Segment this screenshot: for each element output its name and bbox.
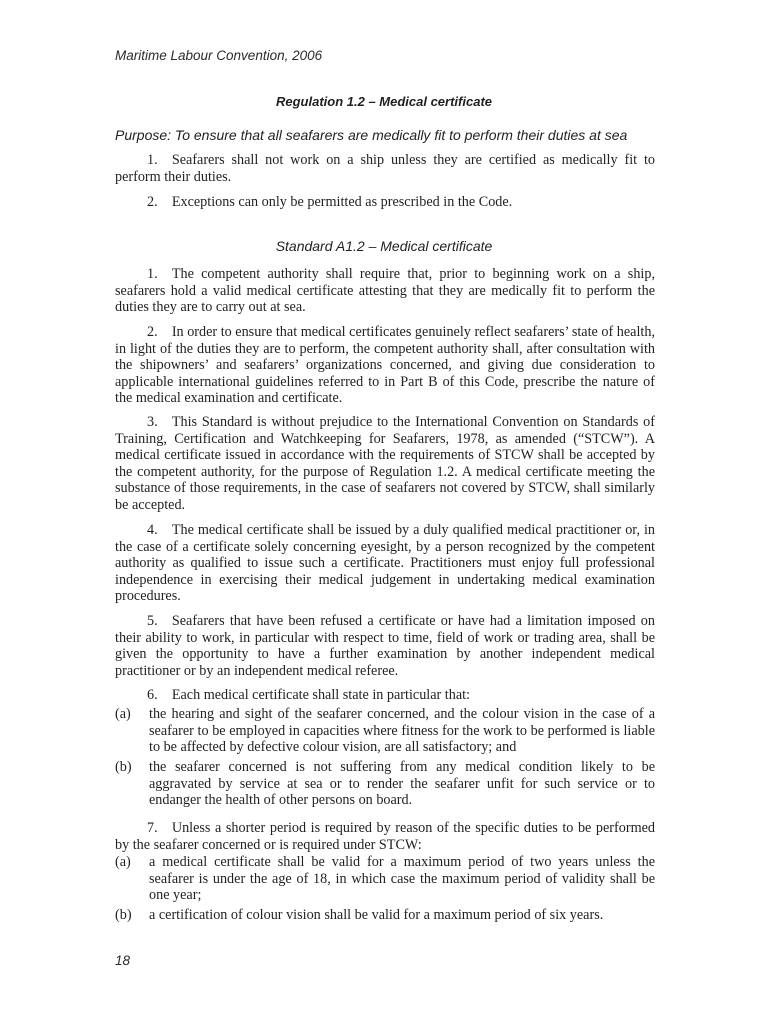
regulation-paragraph-1: 1. Seafarers shall not work on a ship unless they are certified as medically fit to perform their duties. [115,152,655,185]
running-header: Maritime Labour Convention, 2006 [115,48,323,63]
paragraph-7-item-a [115,854,655,904]
standard-paragraph-5: 5. Seafarers that have been refused a certificate or have had a limitation imposed on their ability to work, in particular with respect to time, field of work or trading area, shall be given the opportunity to have a further examination by another independent medical practitioner or by an independent medical referee. [115,613,655,679]
standard-paragraph-6: 6. Each medical certificate shall state in particular that: [147,687,471,703]
item-label: (a) [115,854,131,870]
regulation-paragraph-2: 2. Exceptions can only be permitted as prescribed in the Code. [147,194,513,210]
item-text: a certification of colour vision shall be valid for a maximum period of six years. [149,907,604,923]
paragraph-6-item-a [115,706,655,756]
regulation-title: Regulation 1.2 – Medical certificate [275,94,493,109]
item-text: a medical certificate shall be valid for a maximum period of two years unless the seafarer is under the age of 18, in which case the maximum period of validity shall be one year; [149,854,655,903]
paragraph-6-item-b [115,759,655,809]
standard-paragraph-2: 2. In order to ensure that medical certificates genuinely reflect seafarers’ state of health, in light of the duties they are to perform, the competent authority shall, after consultation with the shipowners’ and seafarers’ organizations concerned, and giving due consideration to applicable international guidelines referred to in Part B of this Code, prescribe the nature of the medical examination and certificate. [115,324,655,406]
paragraph-7-item-b [115,907,655,924]
item-label: (b) [115,907,132,923]
standard-paragraph-3: 3. This Standard is without prejudice to the International Convention on Standards of Training, Certification and Watchkeeping for Seafarers, 1978, as amended (“STCW”). A medical certificate issued in accordance with the requirements of STCW shall be accepted by the competent authority, for the purpose of Regulation 1.2. A medical certificate meeting the substance of those requirements, in the case of seafarers not covered by STCW, shall similarly be accepted. [115,414,655,513]
standard-paragraph-4: 4. The medical certificate shall be issued by a duly qualified medical practitioner or, in the case of a certificate solely concerning eyesight, by a person recognized by the competent authority as qualified to issue such a certificate. Practitioners must enjoy full professional independence in exercising their medical judgement in undertaking medical examination procedures. [115,522,655,604]
standard-paragraph-1: 1. The competent authority shall require that, prior to beginning work on a ship, seafarers hold a valid medical certificate attesting that they are medically fit to perform the duties they are to carry out at sea. [115,266,655,315]
item-text: the seafarer concerned is not suffering from any medical condition likely to be aggravated by service at sea or to render the seafarer unfit for such service or to endanger the health of other persons on board. [149,759,655,808]
item-label: (b) [115,759,132,775]
standard-title: Standard A1.2 – Medical certificate [275,238,493,254]
item-text: the hearing and sight of the seafarer concerned, and the colour vision in the case of a seafarer to be employed in capacities where fitness for the work to be performed is liable to be affected by defective colour vision, are all satisfactory; and [149,706,655,755]
standard-paragraph-7: 7. Unless a shorter period is required by reason of the specific duties to be performed by the seafarer concerned or is required under STCW: [115,820,655,853]
page-number: 18 [115,953,131,968]
regulation-purpose: Purpose: To ensure that all seafarers are medically fit to perform their duties at sea [115,127,628,143]
item-label: (a) [115,706,131,722]
